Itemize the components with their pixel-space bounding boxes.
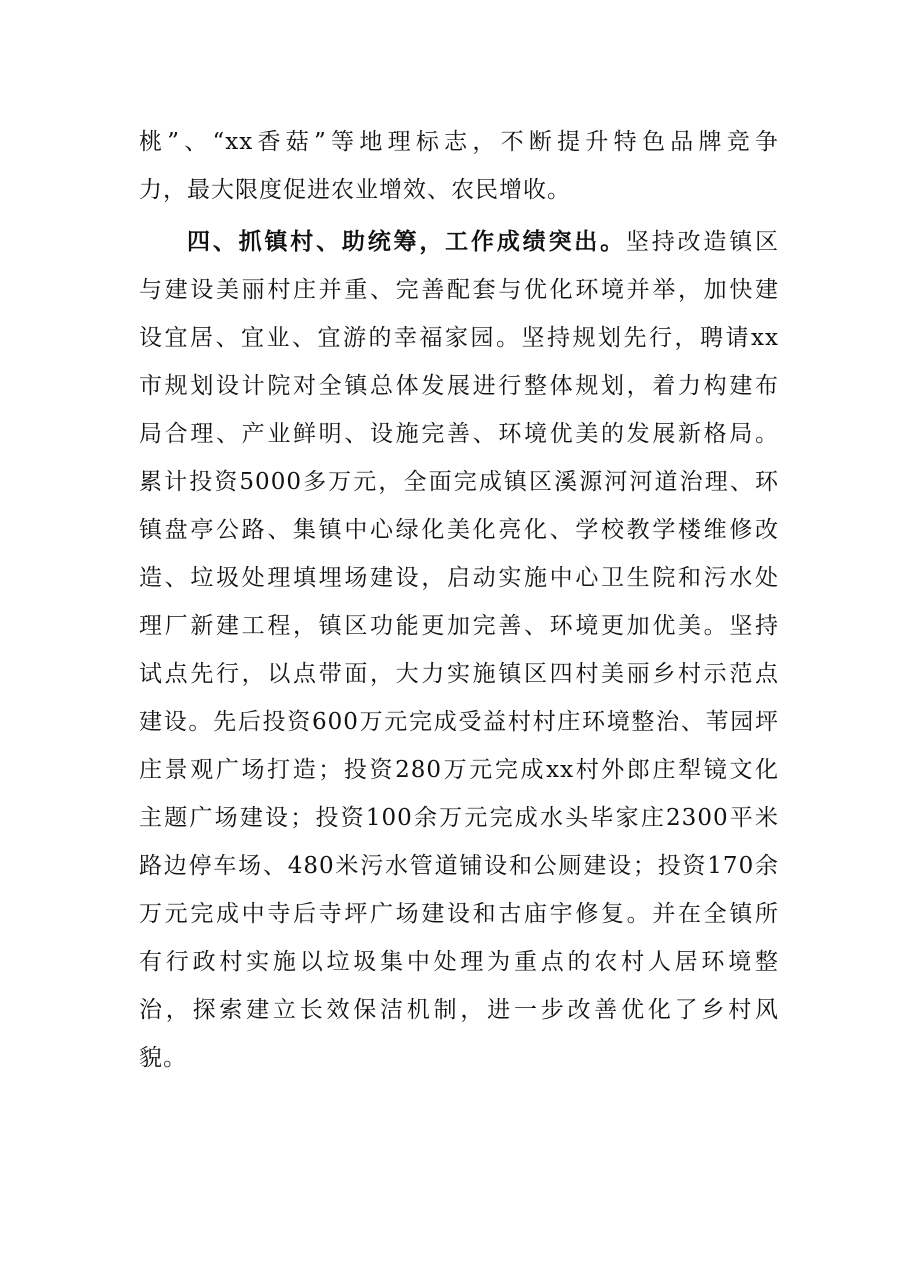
text-line: 貌。 [139,1045,187,1071]
text-line: 治，探索建立长效保洁机制，进一步改善优化了乡村风 [139,997,779,1023]
text-line: 造、垃圾处理填埋场建设，启动实施中心卫生院和污水处 [139,565,779,591]
text-line: 局合理、产业鲜明、设施完善、环境优美的发展新格局。 [139,421,779,447]
heading-line-rest: 坚持改造镇区 [625,229,780,255]
text-line: 路边停车场、480米污水管道铺设和公厕建设；投资170余 [139,853,779,879]
text-line: 力，最大限度促进农业增效、农民增收。 [139,177,571,203]
text-line: 累计投资5000多万元，全面完成镇区溪源河河道治理、环 [139,469,779,495]
section-heading: 四、抓镇村、助统筹，工作成绩突出。 [187,228,626,255]
text-line: 主题广场建设；投资100余万元完成水头毕家庄2300平米 [139,805,779,831]
text-line: 市规划设计院对全镇总体发展进行整体规划，着力构建布 [139,373,779,399]
text-line: 有行政村实施以垃圾集中处理为重点的农村人居环境整 [139,949,779,975]
text-line: 桃”、“xx香菇”等地理标志，不断提升特色品牌竞争 [139,129,779,155]
text-line: 理厂新建工程，镇区功能更加完善、环境更加优美。坚持 [139,613,779,639]
text-line: 镇盘亭公路、集镇中心绿化美化亮化、学校教学楼维修改 [139,517,779,543]
text-line: 与建设美丽村庄并重、完善配套与优化环境并举，加快建 [139,277,779,303]
text-line: 建设。先后投资600万元完成受益村村庄环境整治、苇园坪 [139,709,779,735]
text-line: 万元完成中寺后寺坪广场建设和古庙宇修复。并在全镇所 [139,901,779,927]
text-line: 庄景观广场打造；投资280万元完成xx村外郎庄犁镜文化 [139,757,779,783]
text-line: 设宜居、宜业、宜游的幸福家园。坚持规划先行，聘请xx [139,325,779,351]
section-heading-line [139,222,779,262]
text-line: 试点先行，以点带面，大力实施镇区四村美丽乡村示范点 [139,661,779,687]
